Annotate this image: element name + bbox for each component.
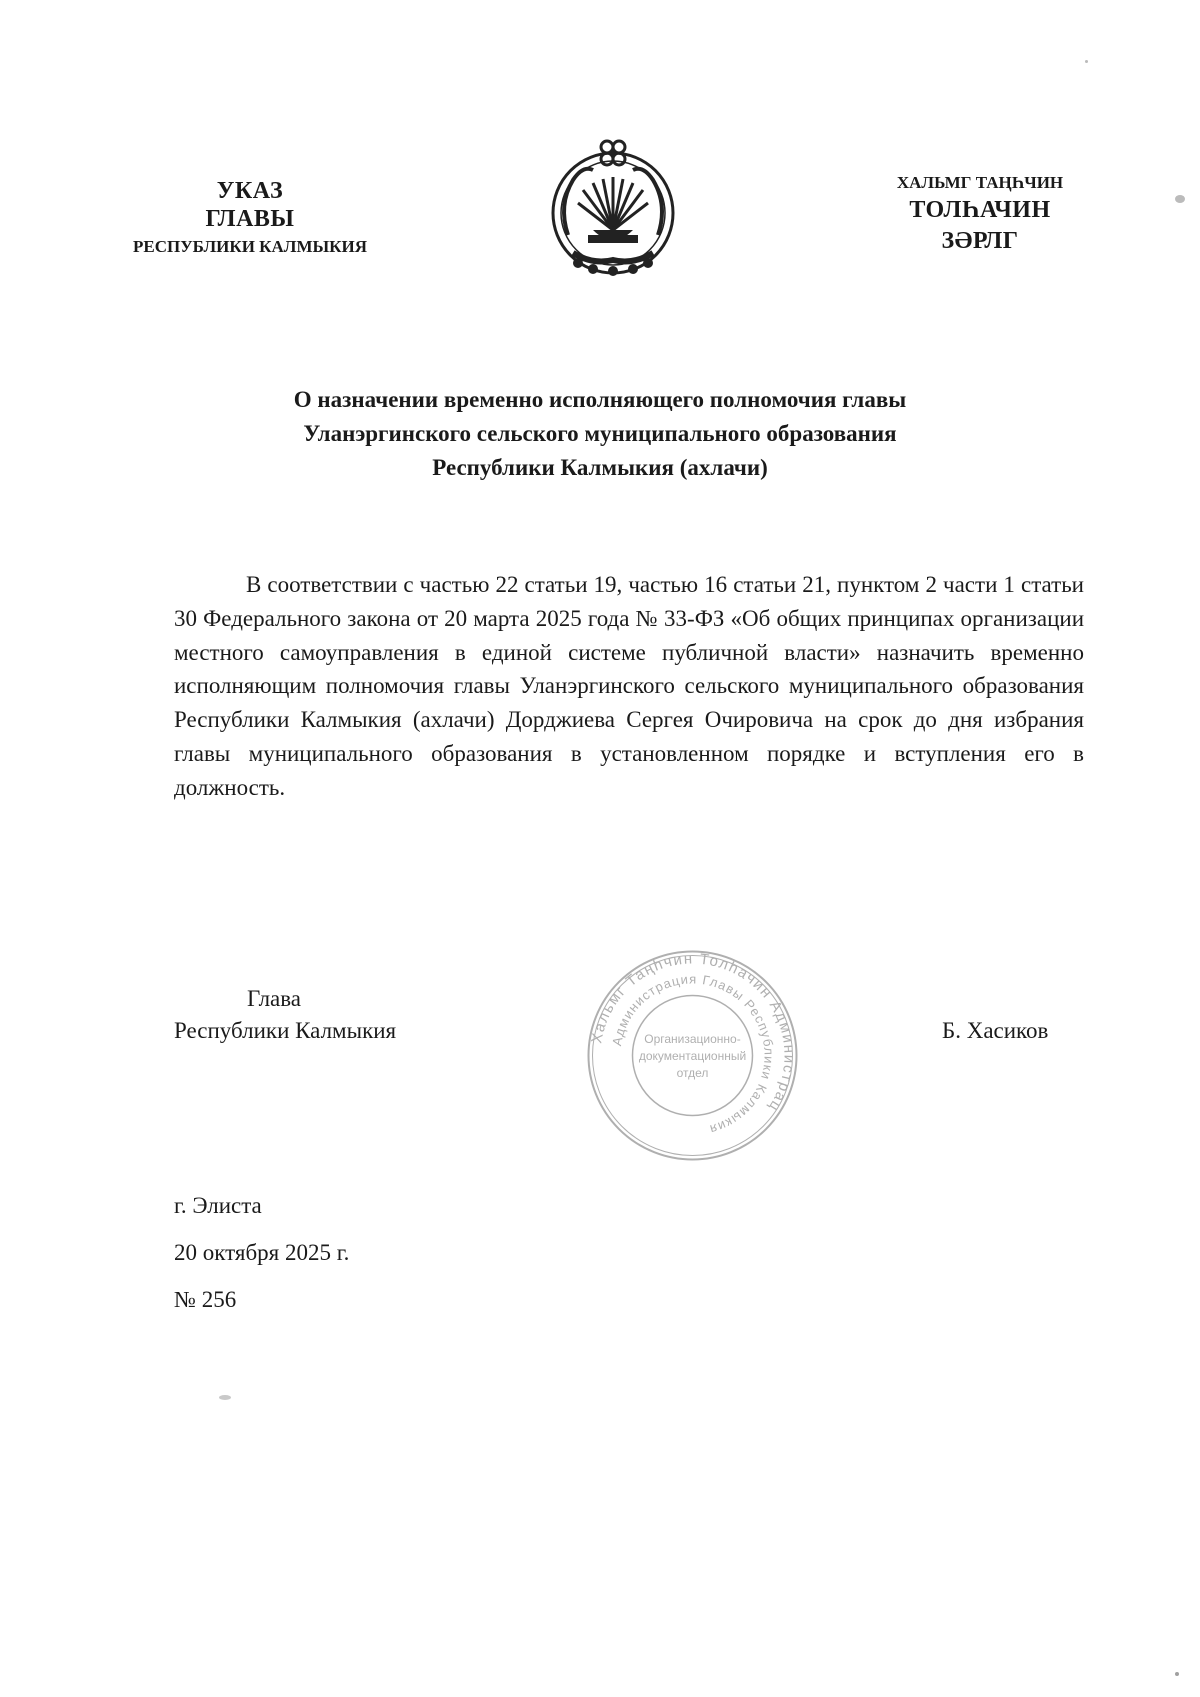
header-left-line2: ГЛАВЫ	[205, 205, 295, 232]
title-line2: Уланэргинского сельского муниципального образования	[303, 420, 897, 446]
scan-speck	[1085, 60, 1088, 63]
footer-city: г. Элиста	[174, 1193, 262, 1218]
title-line3: Республики Калмыкия (ахлачи)	[432, 454, 768, 480]
stamp-center-line2: документационный	[638, 1049, 747, 1063]
scan-speck	[219, 1395, 231, 1400]
signatory-title	[174, 983, 396, 1047]
header-left-line3: РЕСПУБЛИКИ КАЛМЫКИЯ	[132, 237, 368, 257]
document-title	[150, 383, 1050, 484]
scan-speck	[1175, 195, 1185, 203]
stamp-inner-text: Администрация Главы Республики Калмыкия	[609, 971, 777, 1138]
header-right	[860, 173, 1100, 256]
header-left	[100, 178, 400, 257]
title-line1: О назначении временно исполняющего полномочия главы	[293, 387, 907, 412]
document-footer	[174, 1190, 349, 1332]
scan-speck	[1175, 1672, 1179, 1676]
footer-date: 20 октября 2025 г.	[174, 1240, 350, 1266]
stamp-outer-text: Хальмг Таңһчин Толһачин Администрац	[588, 950, 798, 1116]
body-paragraph: В соответствии с частью 22 статьи 19, частью 16 статьи 21, пунктом 2 части 1 статьи 30 Федерального закона от 20 марта 2025 года № 33-ФЗ «Об общих принципах организации местного самоуправления в единой системе публичной власти» назначить временно исполняющим полномочия главы Уланэргинского сельского муниципального образования Республики Калмыкия (ахлачи) Дорджиева Сергея Очировича на срок до дня избрания главы муниципального образования в установленном порядке и вступления его в должность.	[174, 572, 1084, 800]
header-right-line2: ТОЛҺАЧИН	[909, 196, 1051, 223]
header-right-line1: ХАЛЬМГ ТАҢҺЧИН	[896, 173, 1064, 192]
header-left-line1: УКАЗ	[216, 178, 284, 204]
footer-number: № 256	[174, 1287, 237, 1313]
stamp-center-line3: отдел	[676, 1066, 709, 1080]
stamp-center-line1: Организационно-	[644, 1032, 741, 1046]
signatory-title-line1: Глава	[247, 986, 302, 1011]
signatory-title-line2: Республики Калмыкия	[174, 1018, 397, 1044]
official-stamp	[585, 948, 800, 1163]
kalmykia-coat-of-arms-icon	[538, 135, 688, 285]
header-right-line3: ЗӘРЛГ	[941, 228, 1019, 255]
signatory-name: Б. Хасиков	[942, 1018, 1049, 1043]
